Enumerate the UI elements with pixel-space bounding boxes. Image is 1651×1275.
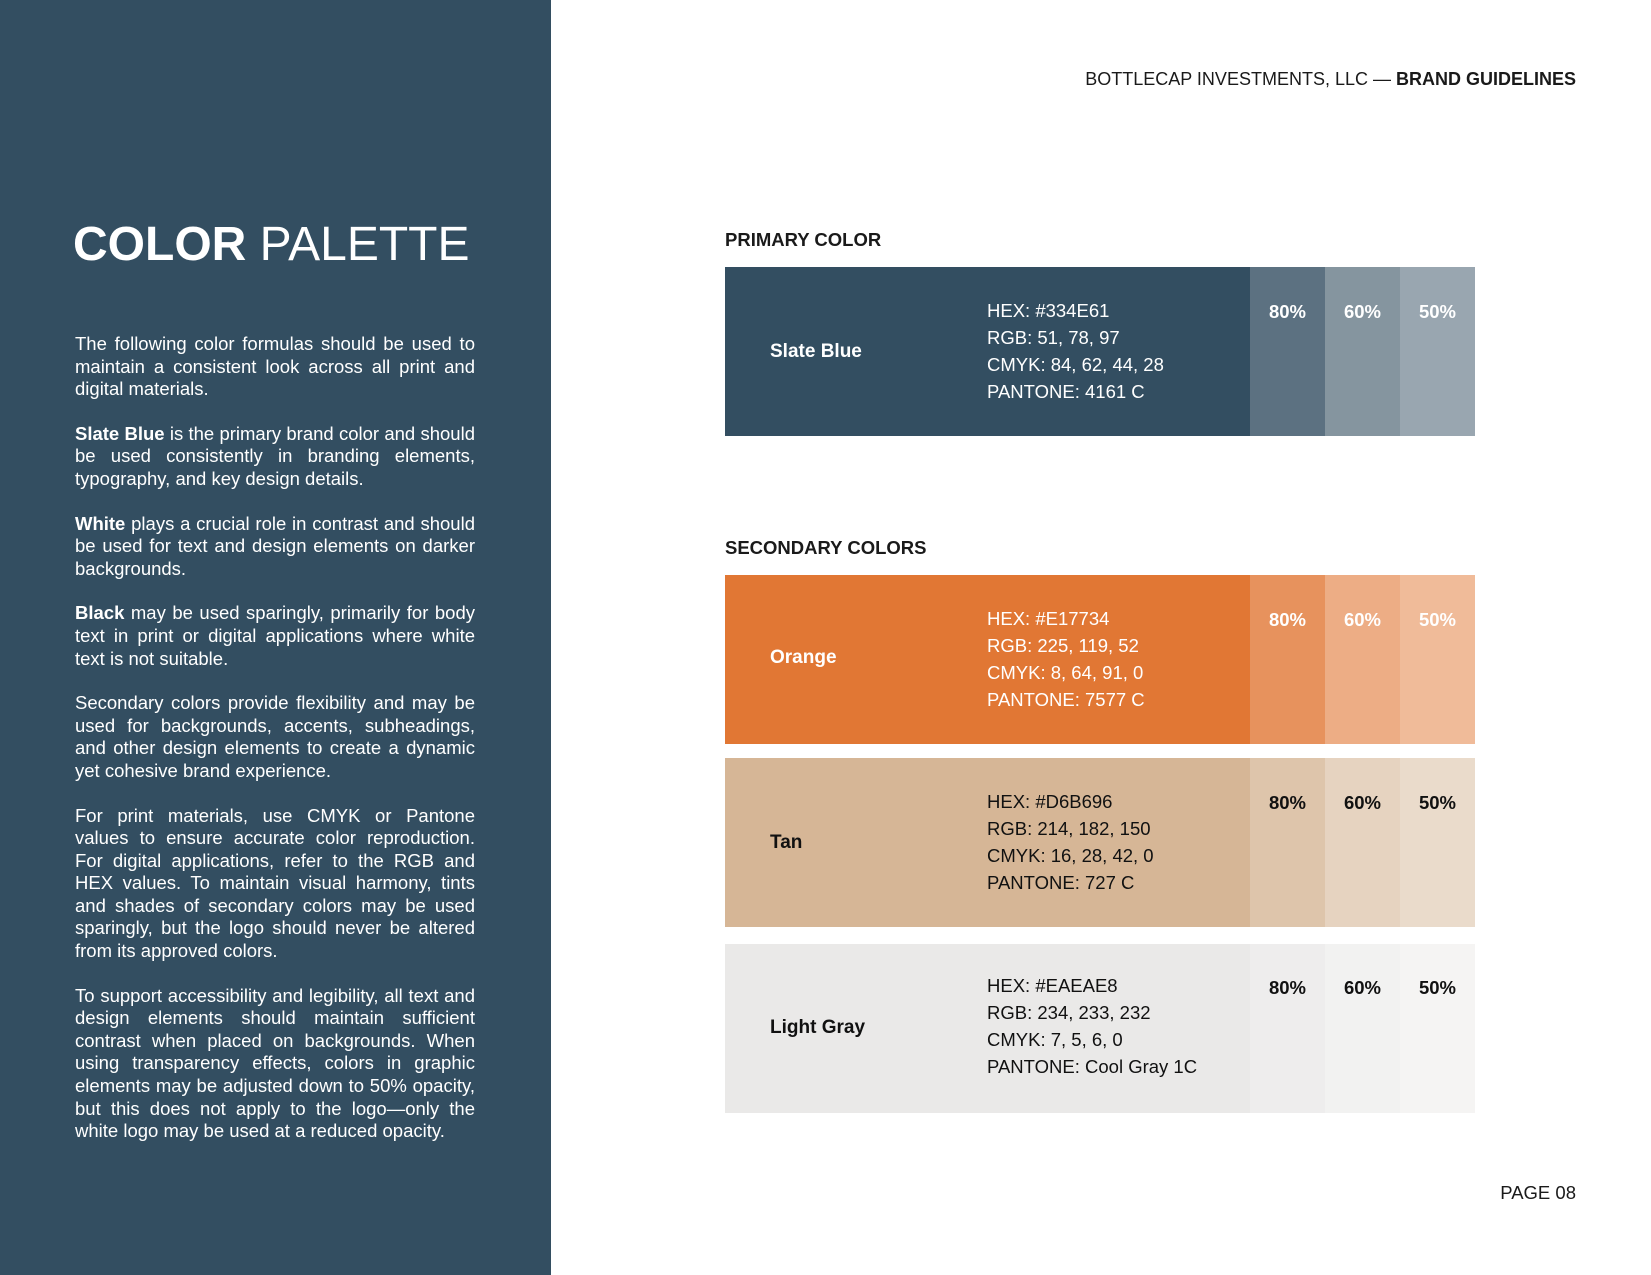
swatch-values [987, 972, 1197, 1080]
tint-label: 80% [1268, 609, 1307, 630]
tint-label: 80% [1268, 301, 1307, 322]
cmyk-value: CMYK: 84, 62, 44, 28 [987, 354, 1164, 375]
tint-60 [1325, 267, 1400, 436]
hex-value: HEX: #334E61 [987, 300, 1110, 321]
swatch-name: Orange [770, 647, 837, 668]
tint-60 [1325, 575, 1400, 744]
rgb-value: RGB: 214, 182, 150 [987, 818, 1151, 839]
swatch-name: Tan [770, 832, 803, 853]
swatch-values [987, 605, 1145, 713]
paragraph-slate-blue [75, 423, 475, 491]
paragraph-print: For print materials, use CMYK or Pantone values to ensure accurate color reproduction. For digital applications, refer to the RGB and HEX values. To maintain visual harmony, tints and shades of secondary colors may be used sparingly, but the logo should never be altered from its approved colors. [75, 804, 475, 962]
swatch-orange [725, 575, 1475, 744]
rgb-value: RGB: 234, 233, 232 [987, 1002, 1151, 1023]
swatch-tan [725, 758, 1475, 927]
page-title-light: PALETTE [259, 218, 470, 271]
tint-60 [1325, 758, 1400, 927]
tint-80 [1250, 267, 1325, 436]
swatch-name: Slate Blue [770, 341, 862, 362]
hex-value: HEX: #D6B696 [987, 791, 1113, 812]
swatch-values [987, 788, 1154, 896]
tint-label: 60% [1343, 609, 1382, 630]
primary-color-heading: PRIMARY COLOR [725, 229, 882, 250]
tint-80 [1250, 944, 1325, 1113]
paragraph-accessibility: To support accessibility and legibility, all text and design elements should maintain sufficient contrast when placed on backgrounds. When using transparency effects, colors in graphic elements may be adjusted down to 50% opacity, but this does not apply to the logo—only the white logo may be used at a reduced opacity. [75, 984, 475, 1142]
tint-80 [1250, 758, 1325, 927]
page-number: PAGE 08 [1500, 1182, 1576, 1203]
hex-value: HEX: #EAEAE8 [987, 975, 1118, 996]
pantone-value: PANTONE: Cool Gray 1C [987, 1056, 1198, 1077]
paragraph-black [75, 602, 475, 670]
tint-label: 80% [1268, 977, 1307, 998]
secondary-colors-heading: SECONDARY COLORS [725, 537, 927, 558]
header-company: BOTTLECAP INVESTMENTS, LLC — [1085, 69, 1396, 89]
swatch-main [725, 267, 1250, 436]
rgb-value: RGB: 225, 119, 52 [987, 635, 1139, 656]
white-body: plays a crucial role in contrast and should be used for text and design elements on darker backgrounds. [75, 512, 475, 579]
page-title-bold: COLOR [73, 218, 247, 271]
swatch-slate-blue [725, 267, 1475, 436]
page-title [73, 215, 470, 275]
paragraph-white [75, 513, 475, 581]
tint-50 [1400, 267, 1475, 436]
pantone-value: PANTONE: 4161 C [987, 381, 1145, 402]
pantone-value: PANTONE: 727 C [987, 872, 1135, 893]
swatch-name: Light Gray [770, 1017, 866, 1038]
paragraph-secondary: Secondary colors provide flexibility and may be used for backgrounds, accents, subheadings, and other design elements to create a dynamic yet cohesive brand experience. [75, 692, 475, 781]
cmyk-value: CMYK: 7, 5, 6, 0 [987, 1029, 1123, 1050]
tint-label: 50% [1418, 301, 1457, 322]
guidelines-text [75, 333, 475, 1165]
tint-label: 50% [1418, 977, 1457, 998]
tint-50 [1400, 944, 1475, 1113]
swatch-main [725, 575, 1250, 744]
header-doc-title: BRAND GUIDELINES [1395, 69, 1576, 89]
cmyk-value: CMYK: 8, 64, 91, 0 [987, 662, 1144, 683]
tint-label: 50% [1418, 609, 1457, 630]
white-lead: White [75, 512, 126, 534]
slate-blue-lead: Slate Blue [75, 422, 165, 444]
tint-label: 60% [1343, 301, 1382, 322]
swatch-main [725, 944, 1250, 1113]
tint-50 [1400, 575, 1475, 744]
swatch-main [725, 758, 1250, 927]
black-body: may be used sparingly, primarily for body text in print or digital applications where white text is not suitable. [75, 602, 475, 669]
swatch-values [987, 297, 1164, 405]
cmyk-value: CMYK: 16, 28, 42, 0 [987, 845, 1154, 866]
slate-blue-body: is the primary brand color and should be used consistently in branding elements, typography, and key design details. [75, 422, 475, 489]
tint-label: 60% [1343, 977, 1382, 998]
swatch-light-gray [725, 944, 1475, 1113]
tint-label: 60% [1343, 792, 1382, 813]
sidebar-panel [0, 0, 551, 1275]
tint-60 [1325, 944, 1400, 1113]
document-header [1085, 68, 1576, 90]
tint-label: 50% [1418, 792, 1457, 813]
hex-value: HEX: #E17734 [987, 608, 1110, 629]
tint-label: 80% [1268, 792, 1307, 813]
pantone-value: PANTONE: 7577 C [987, 689, 1145, 710]
rgb-value: RGB: 51, 78, 97 [987, 327, 1120, 348]
black-lead: Black [75, 602, 125, 624]
tint-50 [1400, 758, 1475, 927]
paragraph-intro: The following color formulas should be used to maintain a consistent look across all print and digital materials. [75, 333, 475, 400]
tint-80 [1250, 575, 1325, 744]
